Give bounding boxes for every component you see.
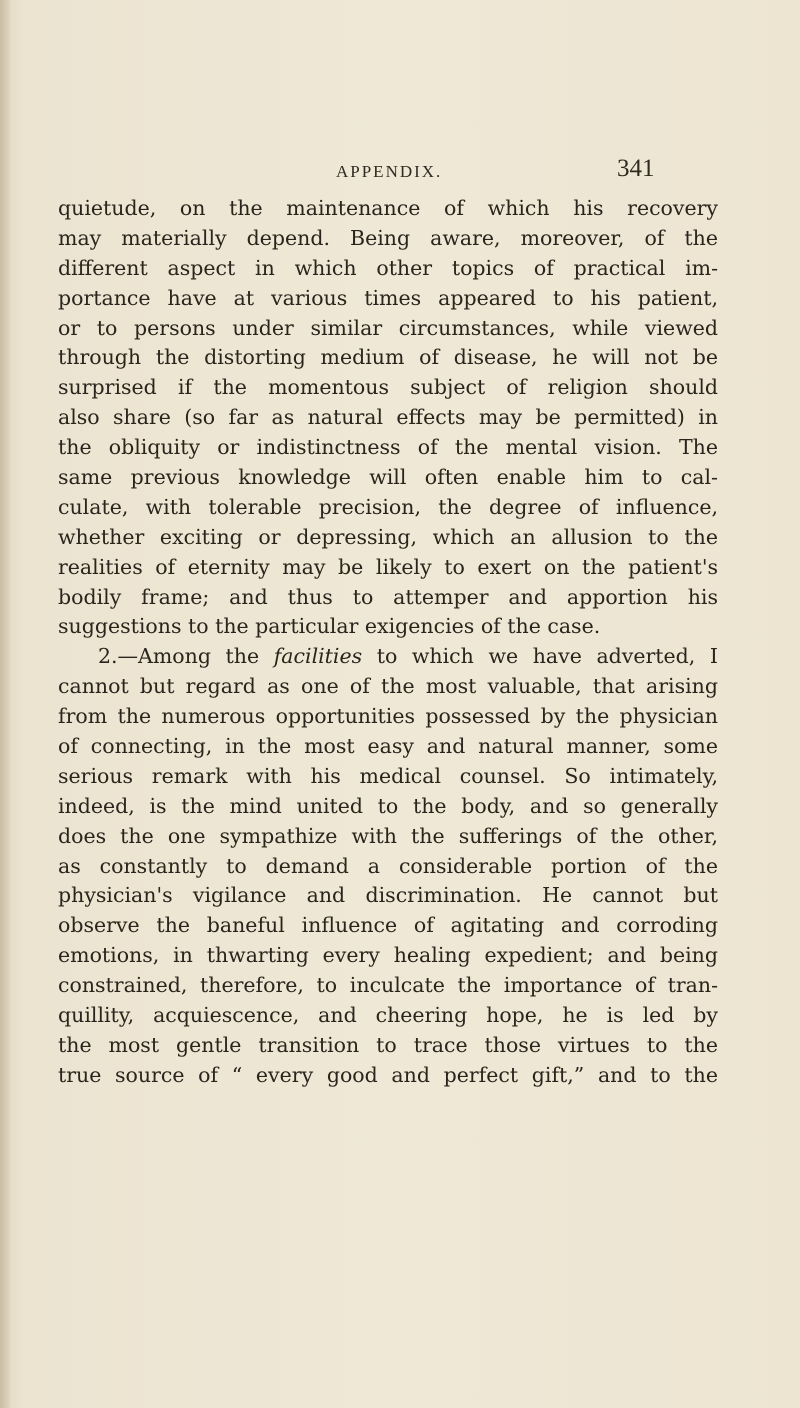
text-line: portance have at various times appeared to his patient, — [58, 285, 718, 310]
italic-term: facilities — [273, 644, 363, 669]
text-line: as constantly to demand a considerable portion of the — [58, 853, 718, 878]
paragraph-1 — [58, 194, 718, 642]
text-line: realities of eternity may be likely to exert on the patient's — [58, 554, 718, 579]
page-gutter — [0, 0, 10, 1408]
text-line: also share (so far as natural effects may be permitted) in — [58, 405, 718, 430]
text-line: may materially depend. Being aware, moreover, of the — [58, 225, 718, 250]
text-line — [58, 642, 718, 672]
text-line: emotions, in thwarting every healing expedient; and being — [58, 943, 718, 968]
running-head: APPENDIX. — [336, 162, 443, 181]
text-line: constrained, therefore, to inculcate the importance of tran- — [58, 973, 718, 998]
text-line: of connecting, in the most easy and natural manner, some — [58, 734, 718, 759]
text-line: through the distorting medium of disease, he will not be — [58, 345, 718, 370]
text-line: observe the baneful influence of agitating and corroding — [58, 913, 718, 938]
text-line: from the numerous opportunities possessed by the physician — [58, 704, 718, 729]
text-line: surprised if the momentous subject of religion should — [58, 375, 718, 400]
text-line: same previous knowledge will often enable him to cal- — [58, 465, 718, 490]
text-line: physician's vigilance and discrimination. He cannot but — [58, 883, 718, 908]
text-line: or to persons under similar circumstances, while viewed — [58, 315, 718, 340]
text-line: does the one sympathize with the sufferings of the other, — [58, 823, 718, 848]
text-line: indeed, is the mind united to the body, and so generally — [58, 793, 718, 818]
body-text — [58, 194, 718, 1091]
text-line: culate, with tolerable precision, the degree of influence, — [58, 494, 718, 519]
text-line: quietude, on the maintenance of which his recovery — [58, 196, 718, 220]
text-line: suggestions to the particular exigencies of the case. — [58, 614, 601, 639]
text-line: serious remark with his medical counsel. So intimately, — [58, 763, 718, 788]
paragraph-2 — [58, 642, 718, 1090]
text-line: different aspect in which other topics of practical im- — [58, 255, 718, 280]
text-line: quillity, acquiescence, and cheering hope, he is led by — [58, 1003, 718, 1028]
text-line: cannot but regard as one of the most valuable, that arising — [58, 674, 718, 699]
text-line: the obliquity or indistinctness of the mental vision. The — [58, 435, 718, 460]
text-line: bodily frame; and thus to attemper and apportion his — [58, 584, 718, 609]
text-line: true source of “ every good and perfect gift,” and to the — [58, 1062, 718, 1087]
text-line: whether exciting or depressing, which an allusion to the — [58, 524, 718, 549]
page-header — [0, 155, 800, 190]
text-run: to which we have adverted, I — [362, 644, 718, 669]
text-run: 2.—Among the — [98, 644, 274, 669]
text-line: the most gentle transition to trace those virtues to the — [58, 1032, 718, 1057]
page-number: 341 — [617, 155, 655, 182]
